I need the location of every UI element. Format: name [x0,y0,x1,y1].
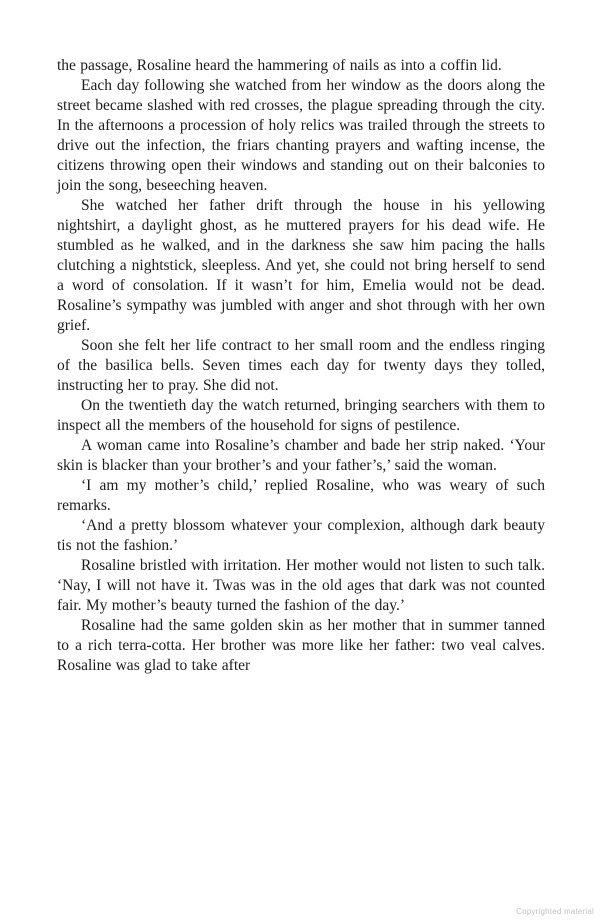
paragraph: Rosaline had the same golden skin as her mother that in summer tanned to a rich terra-cotta. Her brother was more like her father: two veal calves. Rosaline was glad to take after [57,617,545,674]
paragraph: ‘And a pretty blossom whatever your complexion, although dark beauty tis not the fashion.’ [57,517,545,554]
page-text [57,56,545,676]
paragraph: Soon she felt her life contract to her small room and the endless ringing of the basilica bells. Seven times each day for twenty days they tolled, instructing her to pray. She did not. [57,337,545,394]
paragraph: A woman came into Rosaline’s chamber and bade her strip naked. ‘Your skin is blacker than your brother’s and your father’s,’ said the woman. [57,437,545,474]
paragraph: Rosaline bristled with irritation. Her mother would not listen to such talk. ‘Nay, I will not have it. Twas was in the old ages that dark was not counted fair. My mother’s beauty turned the fashion of the day.’ [57,557,545,614]
paragraph: On the twentieth day the watch returned, bringing searchers with them to inspect all the members of the household for signs of pestilence. [57,397,545,434]
paragraph: ‘I am my mother’s child,’ replied Rosaline, who was weary of such remarks. [57,477,545,514]
paragraph: the passage, Rosaline heard the hammering of nails as into a coffin lid. [57,57,502,74]
paragraph: Each day following she watched from her window as the doors along the street became slashed with red crosses, the plague spreading through the city. In the afternoons a procession of holy relics was trailed through the streets to drive out the infection, the friars chanting prayers and wafting incense, the citizens throwing open their windows and standing out on their balconies to join the song, beseeching heaven. [57,77,545,194]
paragraph: She watched her father drift through the house in his yellowing nightshirt, a daylight ghost, as he muttered prayers for his dead wife. He stumbled as he walked, and in the darkness she saw him pacing the halls clutching a nightstick, sleepless. And yet, she could not bring herself to send a word of consolation. If it wasn’t for him, Emelia would not be dead. Rosaline’s sympathy was jumbled with anger and shot through with her own grief. [57,197,545,334]
copyright-notice: Copyrighted material [516,907,594,916]
